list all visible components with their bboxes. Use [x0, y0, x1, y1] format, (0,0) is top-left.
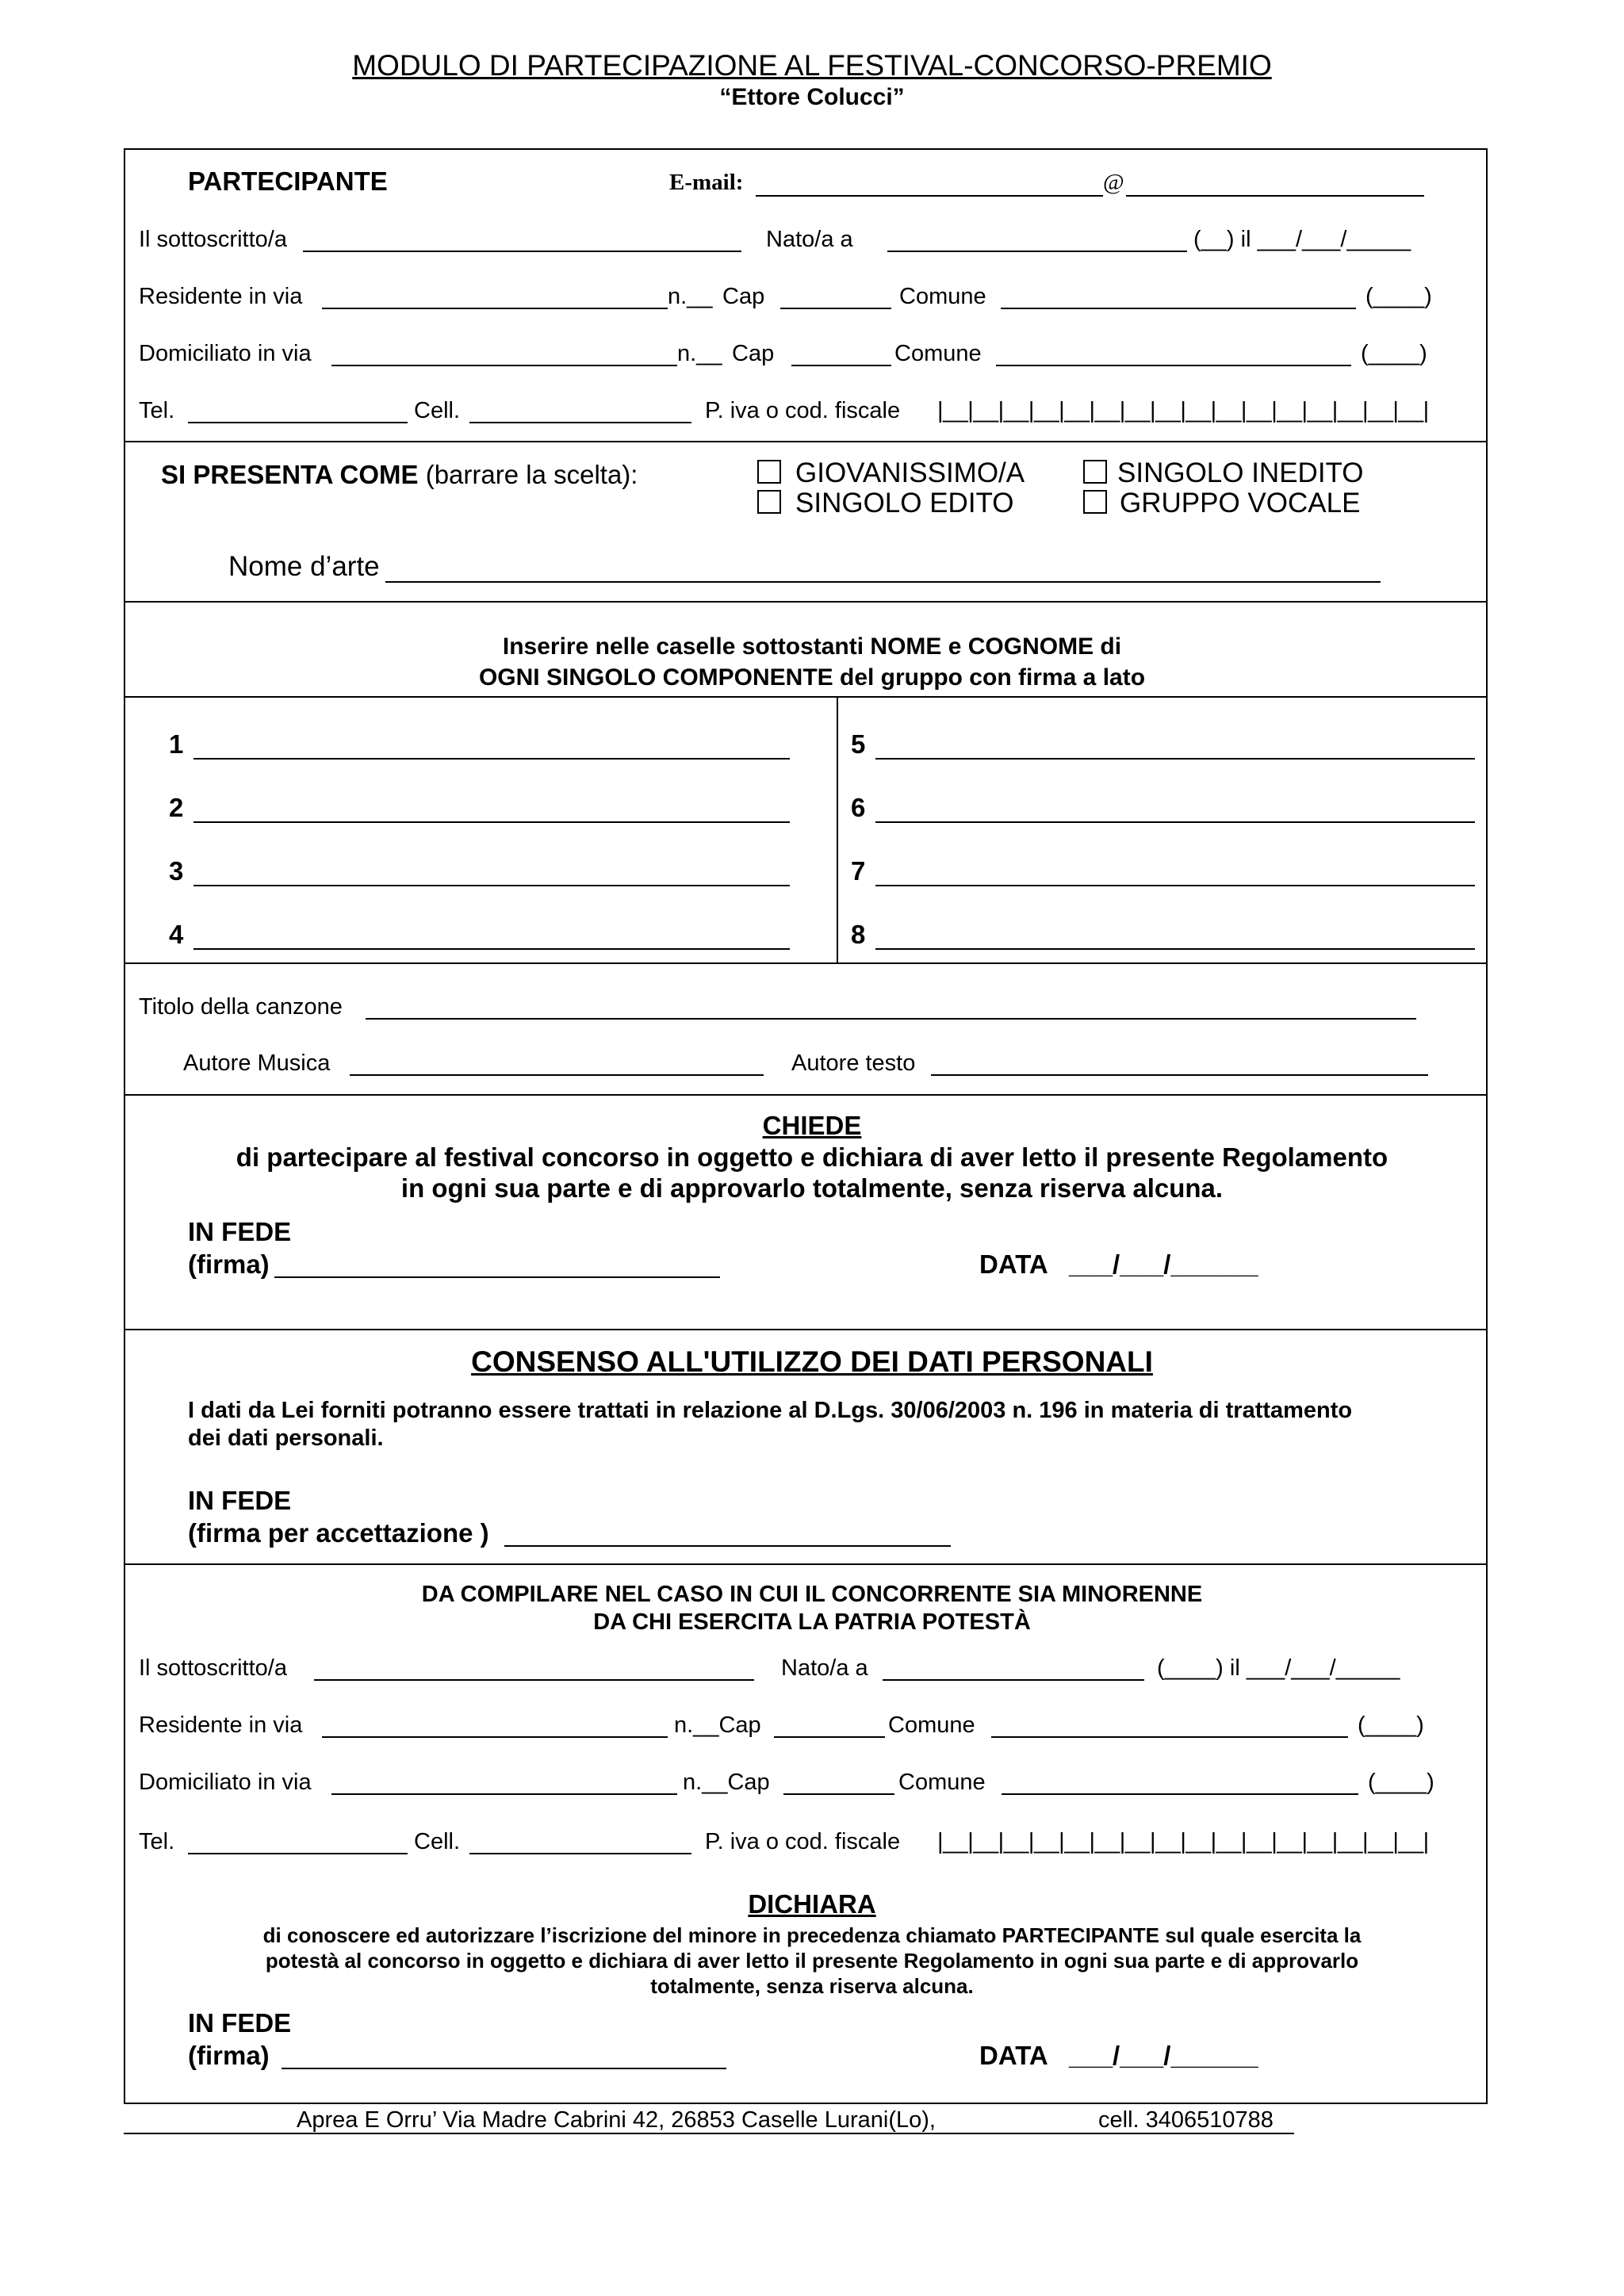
declaration-date-field[interactable]: ___/___/______ — [1069, 2041, 1258, 2070]
member-number: 8 — [851, 920, 866, 949]
minor-domicile-prov[interactable]: (____) — [1368, 1770, 1434, 1795]
piva-label: P. iva o cod. fiscale — [705, 398, 901, 423]
minor-residence-comune-label: Comune — [888, 1712, 975, 1738]
residence-comune-field[interactable] — [1001, 308, 1356, 309]
option-singolo-inedito: SINGOLO INEDITO — [1117, 457, 1364, 488]
minor-residence-prov[interactable]: (____) — [1358, 1712, 1424, 1738]
footer-address: Aprea E Orru’ Via Madre Cabrini 42, 26853 Caselle Lurani(Lo), — [297, 2107, 936, 2133]
request-date-field[interactable]: ___/___/______ — [1069, 1249, 1258, 1279]
request-date-label: DATA — [979, 1249, 1048, 1279]
undersigned-field[interactable] — [303, 251, 741, 252]
residence-number[interactable]: n.__ — [668, 284, 713, 309]
divider — [124, 441, 1488, 442]
minor-residence-label: Residente in via — [139, 1712, 303, 1738]
lyrics-author-label: Autore testo — [791, 1050, 916, 1076]
email-user-field[interactable] — [756, 195, 1103, 197]
request-line-1: di partecipare al festival concorso in oggetto e dichiara di aver letto il presente Regolamento — [236, 1142, 1388, 1172]
minor-heading-2: DA CHI ESERCITA LA PATRIA POTESTÀ — [593, 1609, 1031, 1635]
checkbox-giovanissimo[interactable] — [757, 460, 781, 484]
minor-cell-field[interactable] — [469, 1853, 691, 1854]
minor-birth-prov-date[interactable]: (____) il ___/___/_____ — [1157, 1655, 1400, 1681]
domicile-cap-label: Cap — [732, 341, 775, 366]
group-instruction-1: Inserire nelle caselle sottostanti NOME e COGNOME di — [502, 633, 1122, 660]
music-author-label: Autore Musica — [183, 1050, 331, 1076]
divider — [124, 1094, 1488, 1096]
member-number: 4 — [169, 920, 184, 949]
minor-domicile-street-field[interactable] — [331, 1793, 677, 1795]
request-signature-field[interactable] — [274, 1276, 720, 1278]
stage-name-field[interactable] — [385, 581, 1381, 583]
divider — [124, 1329, 1488, 1330]
minor-residence-cap-field[interactable] — [774, 1736, 885, 1738]
checkbox-singolo-inedito[interactable] — [1083, 460, 1107, 484]
minor-tel-field[interactable] — [188, 1853, 408, 1854]
member-1-field[interactable] — [193, 758, 790, 760]
member-number: 1 — [169, 729, 184, 759]
email-domain-field[interactable] — [1126, 195, 1424, 197]
request-heading: CHIEDE — [762, 1111, 862, 1140]
domicile-prov[interactable]: (____) — [1361, 341, 1427, 366]
minor-tel-label: Tel. — [139, 1829, 175, 1854]
form-subtitle: “Ettore Colucci” — [719, 84, 905, 110]
presents-as-label — [161, 460, 638, 490]
cell-label: Cell. — [414, 398, 461, 423]
presents-as-bold: SI PRESENTA COME — [161, 460, 419, 489]
residence-label: Residente in via — [139, 284, 303, 309]
member-number: 7 — [851, 856, 866, 886]
consent-heading: CONSENSO ALL'UTILIZZO DEI DATI PERSONALI — [471, 1345, 1153, 1378]
member-number: 3 — [169, 856, 184, 886]
cell-field[interactable] — [469, 422, 691, 423]
footer-cell: cell. 3406510788 — [1098, 2107, 1274, 2133]
declaration-line-1: di conoscere ed autorizzare l’iscrizione del minore in precedenza chiamato PARTECIPANTE sul quale esercita la — [262, 1923, 1362, 1947]
request-line-2: in ogni sua parte e di approvarlo totalmente, senza riserva alcuna. — [400, 1173, 1224, 1203]
minor-piva-label: P. iva o cod. fiscale — [705, 1829, 901, 1854]
domicile-comune-label: Comune — [894, 341, 982, 366]
email-at: @ — [1103, 170, 1124, 195]
declaration-in-fede: IN FEDE — [188, 2008, 292, 2038]
residence-street-field[interactable] — [322, 308, 668, 309]
column-divider — [837, 696, 838, 962]
minor-cell-label: Cell. — [414, 1829, 461, 1854]
member-3-field[interactable] — [193, 885, 790, 886]
declaration-line-2: potestà al concorso in oggetto e dichiara di aver letto il presente Regolamento in ogni sua parte e di approvarlo — [265, 1949, 1359, 1973]
member-number: 2 — [169, 793, 184, 822]
checkbox-singolo-edito[interactable] — [757, 490, 781, 514]
minor-residence-comune-field[interactable] — [991, 1736, 1348, 1738]
presents-as-rest: (barrare la scelta): — [418, 460, 638, 489]
piva-boxes[interactable]: |__|__|__|__|__|__|__|__|__|__|__|__|__|__|__|__| — [937, 398, 1429, 423]
declaration-signature-field[interactable] — [282, 2068, 726, 2069]
tel-field[interactable] — [188, 422, 408, 423]
minor-undersigned-field[interactable] — [314, 1679, 754, 1681]
divider — [124, 601, 1488, 603]
song-title-field[interactable] — [366, 1018, 1416, 1020]
residence-cap-field[interactable] — [780, 308, 891, 309]
born-label: Nato/a a — [766, 227, 853, 252]
consent-signature-label: (firma per accettazione ) — [188, 1518, 489, 1548]
member-5-field[interactable] — [875, 758, 1475, 760]
member-7-field[interactable] — [875, 885, 1475, 886]
song-title-label: Titolo della canzone — [139, 994, 343, 1020]
member-2-field[interactable] — [193, 821, 790, 823]
domicile-label: Domiciliato in via — [139, 341, 312, 366]
declaration-date-label: DATA — [979, 2041, 1048, 2070]
minor-heading-1: DA COMPILARE NEL CASO IN CUI IL CONCORRENTE SIA MINORENNE — [421, 1582, 1203, 1607]
option-gruppo-vocale: GRUPPO VOCALE — [1120, 488, 1361, 519]
member-8-field[interactable] — [875, 948, 1475, 950]
minor-domicile-cap-field[interactable] — [783, 1793, 894, 1795]
consent-in-fede: IN FEDE — [188, 1486, 292, 1515]
form-title: MODULO DI PARTECIPAZIONE AL FESTIVAL-CONCORSO-PREMIO — [352, 49, 1272, 82]
member-number: 6 — [851, 793, 866, 822]
domicile-street-field[interactable] — [331, 365, 677, 366]
member-number: 5 — [851, 729, 866, 759]
minor-domicile-comune-field[interactable] — [1002, 1793, 1358, 1795]
declaration-signature-label: (firma) — [188, 2041, 270, 2070]
request-in-fede: IN FEDE — [188, 1217, 292, 1246]
minor-residence-street-field[interactable] — [322, 1736, 668, 1738]
residence-prov[interactable]: (____) — [1365, 284, 1432, 309]
minor-born-label: Nato/a a — [781, 1655, 868, 1681]
domicile-number[interactable]: n.__ — [677, 341, 722, 366]
consent-signature-field[interactable] — [504, 1545, 951, 1547]
group-instruction-2: OGNI SINGOLO COMPONENTE del gruppo con firma a lato — [478, 664, 1146, 691]
declaration-line-3: totalmente, senza riserva alcuna. — [650, 1974, 974, 1998]
option-giovanissimo: GIOVANISSIMO/A — [795, 457, 1025, 488]
residence-comune-label: Comune — [899, 284, 986, 309]
domicile-cap-field[interactable] — [791, 365, 891, 366]
minor-piva-boxes[interactable]: |__|__|__|__|__|__|__|__|__|__|__|__|__|__|__|__| — [937, 1829, 1429, 1854]
minor-birthplace-field[interactable] — [883, 1679, 1144, 1681]
minor-residence-number-cap[interactable]: n.__Cap — [674, 1712, 761, 1738]
birth-prov-date[interactable]: (__) il ___/___/_____ — [1193, 227, 1411, 252]
option-singolo-edito: SINGOLO EDITO — [795, 488, 1014, 519]
minor-domicile-comune-label: Comune — [898, 1770, 986, 1795]
checkbox-gruppo-vocale[interactable] — [1083, 490, 1107, 514]
member-4-field[interactable] — [193, 948, 790, 950]
consent-line-2: dei dati personali. — [188, 1425, 384, 1451]
music-author-field[interactable] — [350, 1074, 764, 1076]
email-label: E-mail: — [669, 170, 744, 195]
member-6-field[interactable] — [875, 821, 1475, 823]
request-signature-label: (firma) — [188, 1249, 270, 1279]
declaration-heading: DICHIARA — [748, 1889, 876, 1919]
residence-cap-label: Cap — [722, 284, 765, 309]
divider — [124, 1563, 1488, 1565]
consent-line-1: I dati da Lei forniti potranno essere trattati in relazione al D.Lgs. 30/06/2003 n. 196 in materia di trattamento — [188, 1398, 1353, 1423]
lyrics-author-field[interactable] — [931, 1074, 1428, 1076]
minor-domicile-label: Domiciliato in via — [139, 1770, 312, 1795]
divider — [124, 696, 1488, 698]
minor-undersigned-label: Il sottoscritto/a — [139, 1655, 287, 1681]
undersigned-label: Il sottoscritto/a — [139, 227, 287, 252]
divider — [124, 962, 1488, 964]
tel-label: Tel. — [139, 398, 175, 423]
domicile-comune-field[interactable] — [996, 365, 1351, 366]
birthplace-field[interactable] — [887, 251, 1187, 252]
minor-domicile-number-cap[interactable]: n.__Cap — [683, 1770, 770, 1795]
participant-section-label: PARTECIPANTE — [188, 166, 388, 196]
stage-name-label: Nome d’arte — [228, 551, 380, 582]
